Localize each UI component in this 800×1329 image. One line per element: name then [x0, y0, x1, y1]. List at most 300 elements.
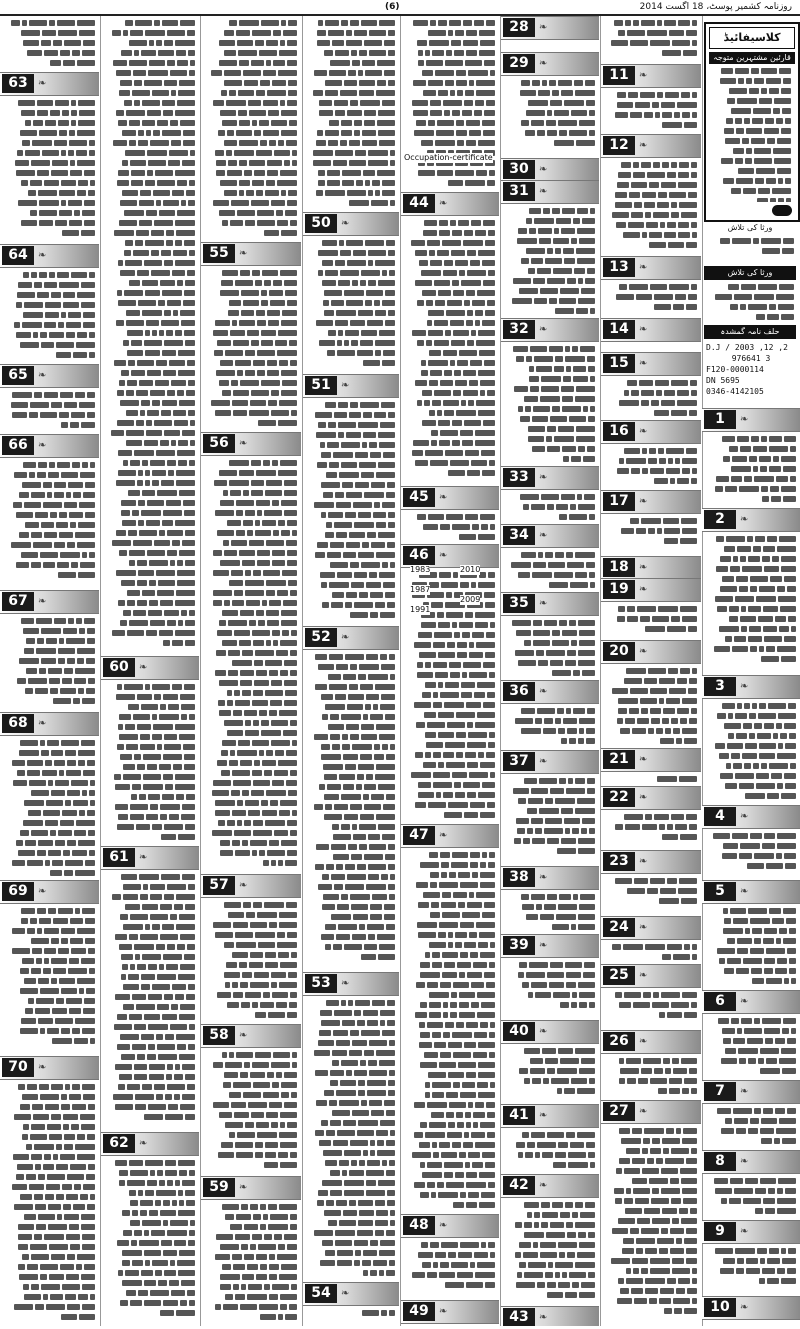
text-block: [704, 1106, 798, 1148]
classified-title: کلاسیفائیڈ: [709, 27, 795, 49]
ad-number-header: [702, 1296, 800, 1320]
ad-number-header: [201, 242, 301, 266]
leaf-icon: ❧: [539, 1312, 548, 1323]
text-block: [203, 1050, 299, 1174]
ad-number: 3: [704, 677, 736, 696]
ad-number: 49: [403, 1302, 435, 1321]
text-block: [603, 446, 699, 488]
leaf-icon: ❧: [139, 662, 148, 673]
ad-number: 51: [305, 376, 337, 395]
ad-number-header: [601, 64, 701, 88]
latin-ref-c: F120-0000114: [706, 365, 764, 374]
leaf-icon: ❧: [38, 886, 47, 897]
ad-number-header: [501, 1020, 599, 1044]
ad-number: 38: [503, 868, 535, 887]
leaf-icon: ❧: [539, 940, 548, 951]
leaf-icon: ❧: [639, 426, 648, 437]
ad-number: 56: [203, 434, 235, 453]
leaf-icon: ❧: [539, 872, 548, 883]
column-1: [702, 400, 800, 1326]
text-block: [603, 378, 699, 418]
column-4: [401, 16, 499, 1326]
text-block: [704, 906, 798, 988]
text-block: [603, 990, 699, 1028]
leaf-icon: ❧: [38, 718, 47, 729]
ad-number: 44: [403, 194, 435, 213]
leaf-icon: ❧: [539, 164, 548, 175]
leaf-icon: ❧: [639, 922, 648, 933]
issue-date: 18 اگست 2014: [639, 2, 704, 12]
ad-number: 48: [403, 1216, 435, 1235]
leaf-icon: ❧: [539, 186, 548, 197]
text-block: [305, 18, 397, 210]
ad-number-header: [303, 374, 399, 398]
leaf-icon: ❧: [639, 1036, 648, 1047]
text-block: [2, 616, 97, 710]
text-block: [305, 998, 397, 1280]
ad-number: 39: [503, 936, 535, 955]
text-block: [2, 98, 97, 242]
ad-number: 24: [603, 918, 635, 937]
text-block: [403, 850, 497, 1212]
ad-number: 26: [603, 1032, 635, 1051]
leaf-icon: ❧: [639, 646, 648, 657]
ad-number: 68: [2, 714, 34, 733]
text-block: [706, 236, 796, 264]
leaf-icon: ❧: [539, 472, 548, 483]
text-block: [103, 682, 197, 844]
seal-icon: [772, 205, 792, 216]
text-block: [603, 876, 699, 914]
ad-number: 31: [503, 182, 535, 201]
ad-number: 22: [603, 788, 635, 807]
ad-number-header: [601, 420, 701, 444]
leaf-icon: ❧: [239, 1030, 248, 1041]
text-block: [603, 282, 699, 316]
ad-number-header: [401, 824, 499, 848]
ad-number-header: [201, 1176, 301, 1200]
text-block: [503, 206, 597, 316]
leaf-icon: ❧: [38, 78, 47, 89]
section-heading-2: ورثا کی تلاش: [704, 266, 796, 280]
text-block: [2, 738, 97, 878]
leaf-icon: ❧: [139, 852, 148, 863]
ad-number-header: [601, 748, 701, 772]
ad-number: 58: [203, 1026, 235, 1045]
classified-notice-text: [709, 66, 795, 202]
text-block: [203, 900, 299, 1022]
text-block: [704, 402, 798, 406]
ad-number-header: [601, 916, 701, 940]
text-block: [603, 344, 699, 350]
text-block: [103, 18, 197, 654]
occupation-certificate-text: Occupation-certificate: [404, 153, 493, 162]
leaf-icon: ❧: [740, 1086, 749, 1097]
ad-number-header: [501, 592, 599, 616]
text-block: [503, 344, 597, 464]
leaf-icon: ❧: [38, 250, 47, 261]
leaf-icon: ❧: [439, 1220, 448, 1231]
ad-number-header: [0, 434, 99, 458]
leaf-icon: ❧: [439, 198, 448, 209]
ad-number-header: [601, 318, 701, 342]
ad-number-header: [501, 1174, 599, 1198]
text-block: [503, 960, 597, 1018]
ad-number-header: [0, 712, 99, 736]
leaf-icon: ❧: [539, 1180, 548, 1191]
leaf-icon: ❧: [439, 830, 448, 841]
ad-number: 7: [704, 1082, 736, 1101]
text-block: [704, 831, 798, 878]
leaf-icon: ❧: [539, 1026, 548, 1037]
year-2010: 2010: [460, 565, 481, 574]
ad-number: 42: [503, 1176, 535, 1195]
ad-number: 36: [503, 682, 535, 701]
text-block: [603, 1126, 699, 1324]
column-6: [201, 16, 301, 1326]
leaf-icon: ❧: [341, 632, 350, 643]
ad-number: 30: [503, 160, 535, 179]
ad-number-header: [0, 244, 99, 268]
leaf-icon: ❧: [539, 22, 548, 33]
ad-number-header: [501, 524, 599, 548]
leaf-icon: ❧: [740, 886, 749, 897]
ad-number: 57: [203, 876, 235, 895]
classified-subtitle: قارئین مشتہرین متوجہ: [709, 52, 795, 64]
leaf-icon: ❧: [740, 681, 749, 692]
latin-ref-d: DN 5695: [706, 376, 740, 385]
ad-number: 54: [305, 1284, 337, 1303]
ad-number: 33: [503, 468, 535, 487]
ad-number-header: [702, 1220, 800, 1244]
ad-number: 28: [503, 18, 535, 37]
ad-number-header: [601, 134, 701, 158]
text-block: [403, 512, 497, 542]
ad-number: 27: [603, 1102, 635, 1121]
ad-number-header: [501, 866, 599, 890]
ad-number: 6: [704, 992, 736, 1011]
ad-number-header: [201, 432, 301, 456]
leaf-icon: ❧: [239, 880, 248, 891]
ad-number: 41: [503, 1106, 535, 1125]
text-block: [603, 666, 699, 746]
text-block: [603, 812, 699, 848]
ad-number-header: [702, 805, 800, 829]
ad-number-header: [601, 786, 701, 810]
section-heading-1: ورثا کی تلاش: [727, 223, 773, 232]
ad-number-header: [601, 850, 701, 874]
text-block: [2, 1082, 97, 1324]
text-block: [203, 458, 299, 872]
ad-number: 43: [503, 1308, 535, 1326]
ad-number: 1: [704, 410, 736, 429]
text-block: [503, 892, 597, 932]
leaf-icon: ❧: [539, 756, 548, 767]
ad-number-header: [501, 1104, 599, 1128]
ad-number: 35: [503, 594, 535, 613]
ad-number-header: [702, 508, 800, 532]
text-block: [305, 1308, 397, 1324]
ad-number-header: [303, 212, 399, 236]
ad-number: 16: [603, 422, 635, 441]
text-block: [603, 90, 699, 132]
ad-number: 66: [2, 436, 34, 455]
year-1987: 1987: [410, 585, 431, 594]
ad-number: 29: [503, 54, 535, 73]
ad-number-header: [303, 626, 399, 650]
text-block: [711, 66, 793, 202]
leaf-icon: ❧: [639, 358, 648, 369]
ad-number: 5: [704, 882, 736, 901]
ad-number: 11: [603, 66, 635, 85]
year-1983: 1983: [410, 565, 431, 574]
latin-ref-a: D.J / 2003 ,12 ,2: [706, 343, 788, 352]
paper-name: روزنامہ کشمیر پوسٹ، 18 اگست 2014: [639, 2, 792, 12]
leaf-icon: ❧: [539, 58, 548, 69]
ad-number-header: [0, 590, 99, 614]
leaf-icon: ❧: [639, 970, 648, 981]
ad-number: 20: [603, 642, 635, 661]
ad-number-header: [501, 466, 599, 490]
ad-number-header: [601, 352, 701, 376]
ad-number: 9: [704, 1222, 736, 1241]
leaf-icon: ❧: [38, 596, 47, 607]
ad-number: 70: [2, 1058, 34, 1077]
text-block: [603, 604, 699, 638]
leaf-icon: ❧: [740, 1302, 749, 1313]
leaf-icon: ❧: [38, 1062, 47, 1073]
leaf-icon: ❧: [341, 380, 350, 391]
year-2009: 2009: [460, 595, 481, 604]
ad-number-header: [303, 1282, 399, 1306]
ad-number: 46: [403, 546, 435, 565]
text-block: [305, 652, 397, 970]
ad-number: 47: [403, 826, 435, 845]
leaf-icon: ❧: [740, 811, 749, 822]
latin-ref-e: 0346-4142105: [706, 387, 764, 396]
text-block: [503, 776, 597, 864]
ad-number-header: [702, 990, 800, 1014]
ad-number: 59: [203, 1178, 235, 1197]
ad-number-header: [0, 880, 99, 904]
ad-number-header: [303, 972, 399, 996]
column-3: [501, 16, 599, 1326]
ad-number: 64: [2, 246, 34, 265]
leaf-icon: ❧: [239, 1182, 248, 1193]
paper-title: روزنامہ کشمیر پوسٹ: [709, 2, 792, 12]
text-block: [603, 18, 699, 62]
leaf-icon: ❧: [639, 70, 648, 81]
ad-number: 15: [603, 354, 635, 373]
ad-number-header: [601, 556, 701, 580]
classified-header-box: [704, 22, 800, 222]
ad-number-header: [601, 490, 701, 514]
text-block: [704, 1016, 798, 1078]
text-block: [603, 774, 699, 784]
ad-number-header: [501, 318, 599, 342]
ad-number: 61: [103, 848, 135, 867]
ad-number: 4: [704, 807, 736, 826]
text-block: [706, 282, 796, 322]
ad-number-header: [501, 52, 599, 76]
text-block: [103, 1158, 197, 1324]
leaf-icon: ❧: [439, 492, 448, 503]
text-block: [2, 270, 97, 362]
ad-number: 32: [503, 320, 535, 339]
text-block: [704, 701, 798, 803]
leaf-icon: ❧: [639, 562, 648, 573]
leaf-icon: ❧: [539, 1110, 548, 1121]
ad-number: 25: [603, 966, 635, 985]
text-block: [305, 400, 397, 624]
ad-number: 12: [603, 136, 635, 155]
ad-number-header: [601, 256, 701, 280]
text-block: [503, 550, 597, 590]
ad-number-header: [401, 1300, 499, 1324]
text-block: [503, 42, 597, 50]
text-block: [203, 1202, 299, 1324]
ad-number: 69: [2, 882, 34, 901]
ad-number: 13: [603, 258, 635, 277]
ad-number: 8: [704, 1152, 736, 1171]
year-1991: 1991: [410, 605, 431, 614]
leaf-icon: ❧: [639, 754, 648, 765]
ad-number: 18: [603, 558, 635, 577]
text-block: [305, 238, 397, 372]
text-block: [2, 390, 97, 432]
leaf-icon: ❧: [139, 1138, 148, 1149]
text-block: [704, 534, 798, 673]
text-block: [2, 906, 97, 1054]
ad-number-header: [702, 408, 800, 432]
ad-number-header: [601, 1100, 701, 1124]
ad-number-header: [501, 16, 599, 40]
ad-number: 14: [603, 320, 635, 339]
column-2: [601, 16, 701, 1326]
masthead: [0, 0, 800, 16]
ad-number-header: [702, 880, 800, 904]
text-block: [503, 78, 597, 156]
leaf-icon: ❧: [639, 1106, 648, 1117]
ad-number-header: [702, 1150, 800, 1174]
leaf-icon: ❧: [38, 440, 47, 451]
leaf-icon: ❧: [740, 1226, 749, 1237]
text-block: [203, 268, 299, 430]
leaf-icon: ❧: [239, 438, 248, 449]
text-block: [503, 1046, 597, 1102]
ad-number-header: [201, 874, 301, 898]
ad-number: 65: [2, 366, 34, 385]
ad-number: 67: [2, 592, 34, 611]
ad-number-header: [702, 1080, 800, 1104]
text-block: [603, 516, 699, 554]
ad-number: 23: [603, 852, 635, 871]
text-block: [704, 1176, 798, 1218]
ad-number-header: [0, 364, 99, 388]
ad-number-header: [101, 656, 199, 680]
leaf-icon: ❧: [639, 856, 648, 867]
ad-number-header: [601, 640, 701, 664]
text-block: [403, 18, 497, 190]
text-block: [603, 160, 699, 254]
ad-number: 50: [305, 214, 337, 233]
leaf-icon: ❧: [341, 218, 350, 229]
text-block: [704, 1246, 798, 1294]
leaf-icon: ❧: [639, 496, 648, 507]
leaf-icon: ❧: [539, 598, 548, 609]
ad-number-header: [0, 1056, 99, 1080]
leaf-icon: ❧: [639, 584, 648, 595]
ad-number: 52: [305, 628, 337, 647]
ad-number: 63: [2, 74, 34, 93]
ad-number: 10: [704, 1298, 736, 1317]
ad-number: 55: [203, 244, 235, 263]
leaf-icon: ❧: [539, 530, 548, 541]
ad-number: 53: [305, 974, 337, 993]
ad-number-header: [501, 680, 599, 704]
leaf-icon: ❧: [639, 792, 648, 803]
ad-number: 17: [603, 492, 635, 511]
leaf-icon: ❧: [539, 324, 548, 335]
ad-number-header: [501, 934, 599, 958]
ad-number-header: [501, 750, 599, 774]
ad-number-header: [101, 1132, 199, 1156]
column-8: [0, 16, 99, 1326]
ad-number: 60: [103, 658, 135, 677]
leaf-icon: ❧: [439, 1306, 448, 1317]
text-block: [203, 18, 299, 240]
ad-number: 34: [503, 526, 535, 545]
ad-number: 40: [503, 1022, 535, 1041]
ad-number-header: [501, 180, 599, 204]
ad-number: 2: [704, 510, 736, 529]
ad-number-header: [401, 1214, 499, 1238]
text-block: [503, 1130, 597, 1172]
leaf-icon: ❧: [341, 1288, 350, 1299]
text-block: [2, 460, 97, 588]
text-block: [704, 434, 798, 506]
section-heading-3: حلف نامہ گمشدہ: [704, 325, 796, 339]
text-block: [403, 1240, 497, 1298]
leaf-icon: ❧: [740, 414, 749, 425]
ad-number-header: [601, 578, 701, 602]
leaf-icon: ❧: [740, 514, 749, 525]
ad-number-header: [702, 675, 800, 699]
ad-number-header: [601, 1030, 701, 1054]
ad-number: 45: [403, 488, 435, 507]
ad-number-header: [201, 1024, 301, 1048]
ad-number-header: [501, 158, 599, 182]
ad-number-header: [0, 72, 99, 96]
ad-number: 37: [503, 752, 535, 771]
leaf-icon: ❧: [740, 996, 749, 1007]
text-block: [503, 706, 597, 748]
ad-number: 62: [103, 1134, 135, 1153]
leaf-icon: ❧: [740, 1156, 749, 1167]
text-block: [503, 1200, 597, 1304]
leaf-icon: ❧: [639, 262, 648, 273]
text-block: [103, 872, 197, 1130]
ad-number-header: [101, 846, 199, 870]
text-block: [403, 218, 497, 484]
page-number: (6): [385, 2, 400, 12]
leaf-icon: ❧: [239, 248, 248, 259]
ad-number-header: [601, 964, 701, 988]
leaf-icon: ❧: [38, 370, 47, 381]
text-block: [503, 492, 597, 522]
column-7: [101, 16, 199, 1326]
ad-number-header: [401, 486, 499, 510]
